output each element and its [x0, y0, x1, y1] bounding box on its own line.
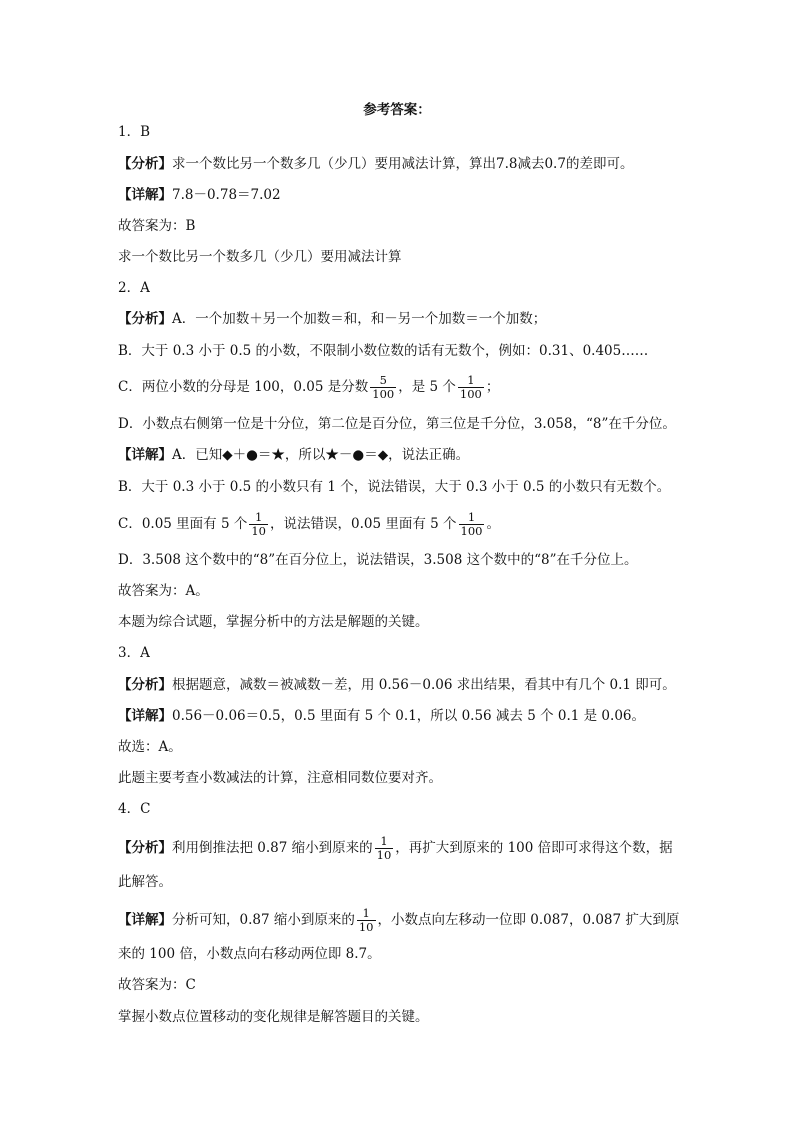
fraction-numerator: 1: [362, 906, 370, 920]
q4-analysis-post: ，再扩大到原来的 100 倍即可求得这个数，据: [395, 840, 673, 856]
detail-tag: 【详解】: [118, 708, 172, 724]
q2-analysis-b: B．大于 0.3 小于 0.5 的小数，不限制小数位数的话有无数个，例如：0.31、0.405……: [118, 343, 649, 359]
q1-analysis: [118, 154, 633, 174]
q3-analysis-text: 根据题意，减数＝被减数－差，用 0.56－0.06 求出结果，看其中有几个 0.1 即可。: [172, 677, 676, 693]
fraction-numerator: 5: [379, 373, 387, 387]
fraction: [459, 511, 485, 538]
q1-summary: 求一个数比另一个数多几（少几）要用减法计算: [118, 249, 402, 265]
q3-label: 3．A: [118, 645, 150, 661]
q1-analysis-text: 求一个数比另一个数多几（少几）要用减法计算，算出7.8减去0.7的差即可。: [172, 156, 634, 172]
q3-detail-text: 0.56－0.06＝0.5，0.5 里面有 5 个 0.1，所以 0.56 减去 5 个 0.1 是 0.06。: [172, 708, 645, 724]
fraction-denominator: 100: [372, 387, 395, 401]
fraction-denominator: 10: [376, 848, 392, 862]
q2-detail-c-mid: ，说法错误，0.05 里面有 5 个: [270, 516, 457, 532]
q4-answer: 故答案为：C: [118, 977, 196, 993]
q3-summary: 此题主要考查小数减法的计算，注意相同数位要对齐。: [118, 770, 442, 786]
q2-summary: 本题为综合试题，掌握分析中的方法是解题的关键。: [118, 614, 429, 630]
q4-analysis-pre: 利用倒推法把 0.87 缩小到原来的: [172, 840, 373, 856]
q3-answer: 故选：A。: [118, 739, 182, 755]
q4-detail-pre: 分析可知，0.87 缩小到原来的: [172, 912, 355, 928]
analysis-tag: 【分析】: [118, 840, 172, 856]
q4-detail: [118, 906, 680, 934]
fraction: [370, 374, 396, 401]
q2-detail-c-post: 。: [486, 516, 500, 532]
q1-label: 1．B: [118, 124, 151, 140]
detail-tag: 【详解】: [118, 187, 172, 203]
q4-analysis-line2: 此解答。: [118, 874, 172, 890]
q1-answer: 故答案为：B: [118, 218, 196, 234]
q2-detail-a-text: A．已知◆＋●＝★，所以★－●＝◆，说法正确。: [172, 447, 470, 463]
fraction: [357, 907, 376, 934]
q3-detail: [118, 706, 645, 726]
q2-detail-b: B．大于 0.3 小于 0.5 的小数只有 1 个，说法错误，大于 0.3 小于 0.5 的小数只有无数个。: [118, 479, 671, 495]
q2-answer: 故答案为：A。: [118, 583, 209, 599]
q2-detail-d: D．3.508 这个数中的“8”在百分位上，说法错误，3.508 这个数中的“8”在千分位上。: [118, 552, 638, 568]
q2-analysis-c-post: ；: [485, 379, 500, 395]
q1-detail: [118, 185, 281, 205]
q2-label: 2．A: [118, 280, 150, 296]
fraction-numerator: 1: [467, 373, 475, 387]
detail-tag: 【详解】: [118, 447, 172, 463]
q3-analysis: [118, 675, 676, 695]
q2-analysis-c-mid: ，是 5 个: [398, 379, 456, 395]
analysis-tag: 【分析】: [118, 156, 172, 172]
fraction-denominator: 10: [251, 524, 266, 538]
q4-detail-post: ，小数点向左移动一位即 0.087，0.087 扩大到原: [377, 912, 680, 928]
fraction-numerator: 1: [255, 510, 263, 524]
fraction-denominator: 100: [460, 524, 483, 538]
fraction: [458, 374, 484, 401]
q1-detail-text: 7.8－0.78＝7.02: [172, 187, 281, 203]
q2-analysis-a-text: A．一个加数＋另一个加数＝和，和－另一个加数＝一个加数；: [172, 311, 547, 327]
detail-tag: 【详解】: [118, 912, 172, 928]
q4-detail-line2: 来的 100 倍，小数点向右移动两位即 8.7。: [118, 946, 381, 962]
q2-analysis-c: [118, 373, 500, 401]
analysis-tag: 【分析】: [118, 311, 172, 327]
q2-detail-a: [118, 445, 469, 465]
fraction-denominator: 100: [459, 387, 482, 401]
q2-analysis-d: D．小数点右侧第一位是十分位，第二位是百分位，第三位是千分位，3.058，“8”在千分位。: [118, 416, 676, 432]
fraction: [249, 511, 268, 538]
fraction-denominator: 10: [358, 920, 374, 934]
q2-analysis-c-pre: C．两位小数的分母是 100，0.05 是分数: [118, 379, 369, 395]
q2-analysis-a: [118, 309, 546, 329]
fraction-numerator: 1: [380, 834, 388, 848]
fraction-numerator: 1: [467, 510, 476, 524]
q4-label: 4．C: [118, 801, 151, 817]
analysis-tag: 【分析】: [118, 677, 172, 693]
q4-summary: 掌握小数点位置移动的变化规律是解答题目的关键。: [118, 1009, 429, 1025]
fraction: [375, 835, 394, 862]
page-title: 参考答案：: [363, 102, 431, 118]
q2-detail-c: [118, 510, 500, 538]
q2-detail-c-pre: C．0.05 里面有 5 个: [118, 516, 248, 532]
q4-analysis: [118, 834, 673, 862]
